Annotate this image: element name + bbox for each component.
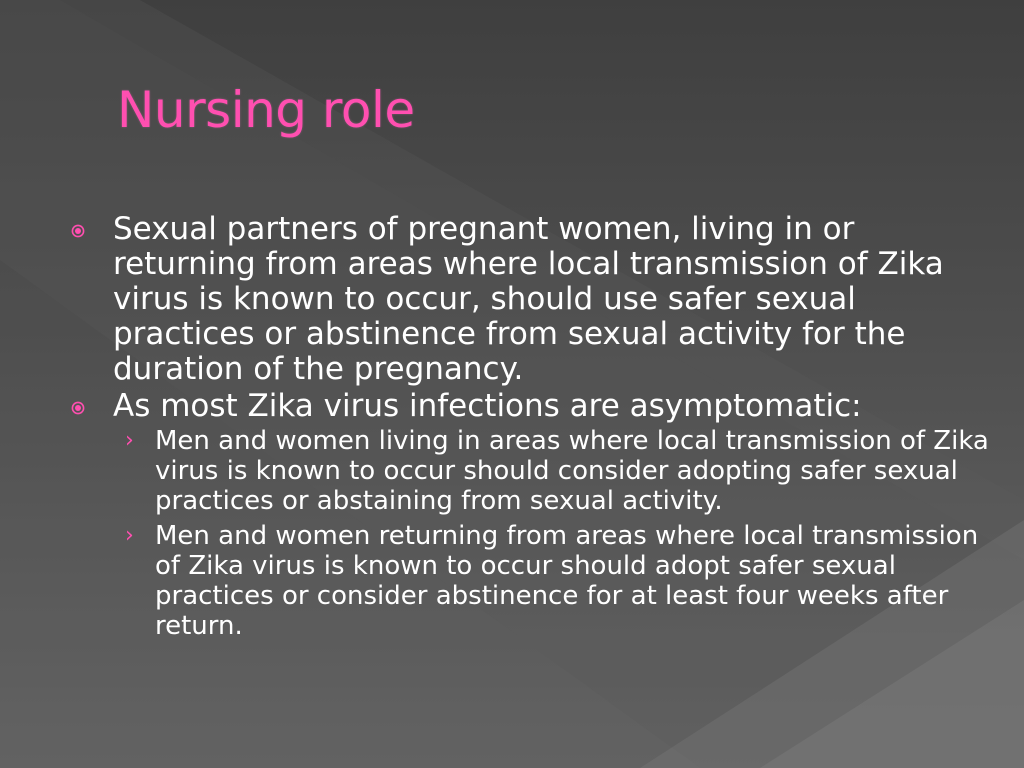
slide-title: Nursing role [117, 81, 415, 139]
sub-bullet-item [70, 426, 1000, 516]
chevron-right-icon: › [125, 428, 134, 453]
circle-dot-bullet-icon [71, 401, 85, 415]
sub-bullet-item [70, 521, 1000, 641]
bullet-text: As most Zika virus infections are asymptomatic: [113, 388, 862, 424]
sub-bullet-text: Men and women living in areas where local transmission of Zika virus is known to occur should consider adopting safer sexual practices or abstaining from sexual activity. [155, 426, 989, 516]
slide-body [70, 212, 1000, 646]
sub-bullet-text: Men and women returning from areas where local transmission of Zika virus is known to occur should adopt safer sexual practices or consider abstinence for at least four weeks after return. [155, 521, 979, 641]
bullet-item [70, 212, 1000, 387]
circle-dot-bullet-icon [71, 224, 85, 238]
bullet-item [70, 389, 1000, 424]
chevron-right-icon: › [125, 523, 134, 548]
bullet-text: Sexual partners of pregnant women, living in or returning from areas where local transmission of Zika virus is known to occur, should use safer sexual practices or abstinence from sexual activity for the duration of the pregnancy. [113, 211, 944, 387]
